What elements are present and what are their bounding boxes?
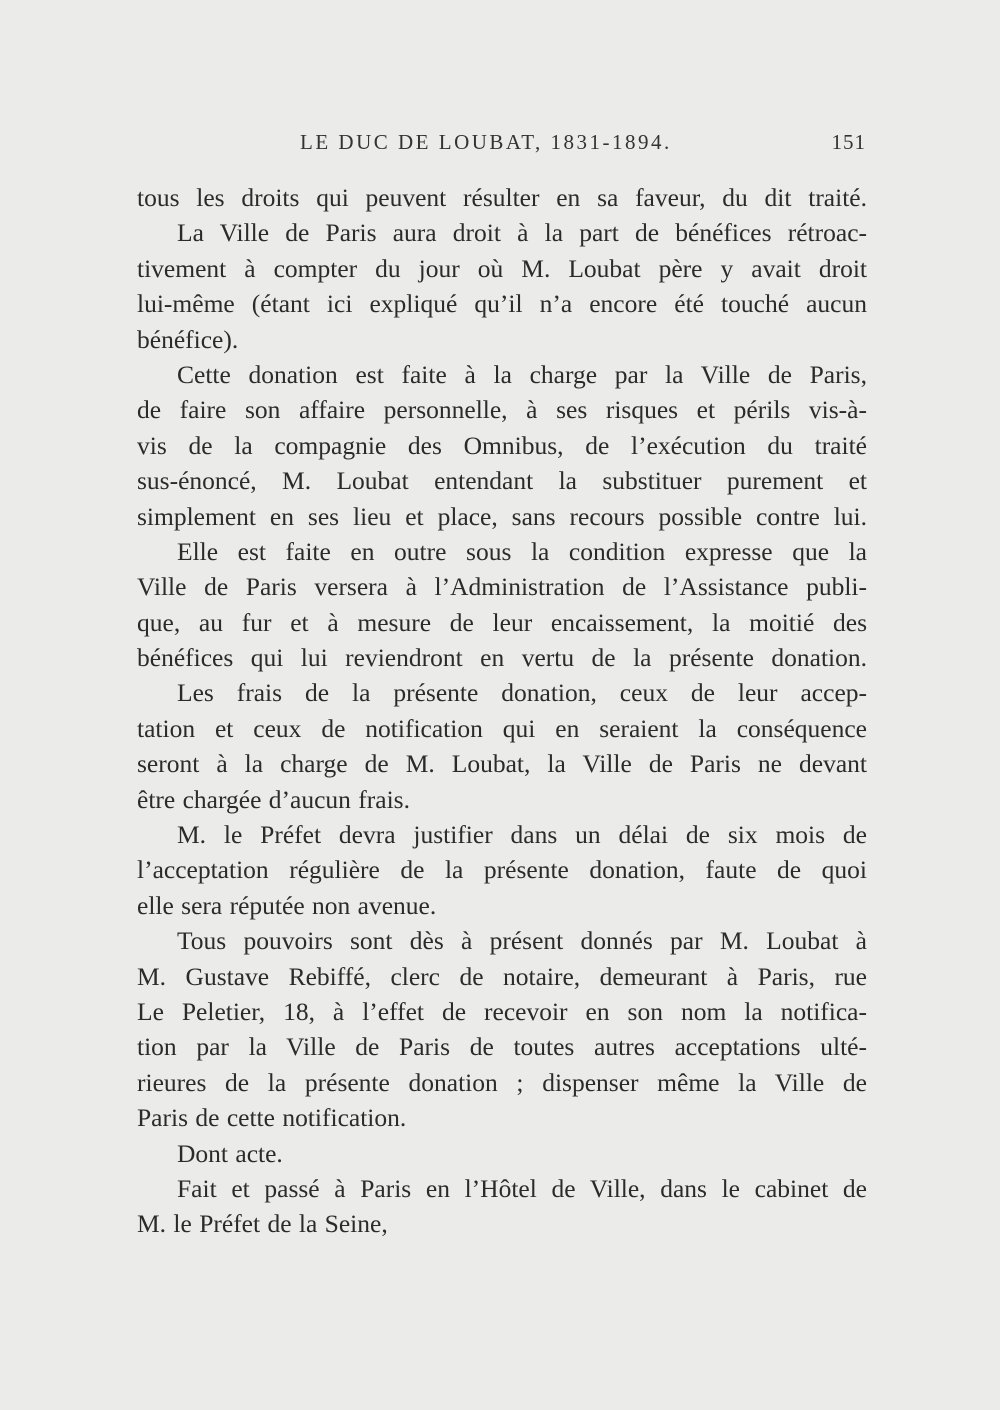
running-head xyxy=(300,130,866,160)
text-line: Ville de Paris versera à l’Administration de l’Assistance publi- xyxy=(137,572,867,602)
text-line: M. le Préfet devra justifier dans un délai de six mois de xyxy=(177,820,867,850)
text-line: l’acceptation régulière de la présente donation, faute de quoi xyxy=(137,855,867,885)
text-line: M. Gustave Rebiffé, clerc de notaire, demeurant à Paris, rue xyxy=(137,961,867,991)
text-line: tous les droits qui peuvent résulter en sa faveur, du dit traité. xyxy=(137,183,867,212)
text-line: Les frais de la présente donation, ceux de leur accep- xyxy=(177,678,867,708)
text-line: Le Peletier, 18, à l’effet de recevoir en son nom la notifica- xyxy=(137,996,867,1026)
text-line: M. le Préfet de la Seine, xyxy=(137,1209,388,1239)
text-line: bénéfices qui lui reviendront en vertu de la présente donation. xyxy=(137,643,867,673)
body-text xyxy=(137,180,867,1242)
text-line: Dont acte. xyxy=(177,1138,283,1168)
text-line: elle sera réputée non avenue. xyxy=(137,890,437,920)
text-line: Tous pouvoirs sont dès à présent donnés par M. Loubat à xyxy=(177,926,867,956)
page-number: 151 xyxy=(831,130,866,154)
text-line: rieures de la présente donation ; dispenser même la Ville de xyxy=(137,1067,867,1097)
text-line: tion par la Ville de Paris de toutes autres acceptations ulté- xyxy=(137,1032,867,1062)
text-line: bénéfice). xyxy=(137,324,239,354)
text-line: vis de la compagnie des Omnibus, de l’exécution du traité xyxy=(137,430,867,460)
text-line: Fait et passé à Paris en l’Hôtel de Ville, dans le cabinet de xyxy=(177,1173,867,1203)
text-line: seront à la charge de M. Loubat, la Ville de Paris ne devant xyxy=(137,749,867,779)
text-line: Elle est faite en outre sous la condition expresse que la xyxy=(177,536,867,566)
text-line: tation et ceux de notification qui en seraient la conséquence xyxy=(137,713,867,743)
text-line: La Ville de Paris aura droit à la part de bénéfices rétroac- xyxy=(177,218,867,248)
text-line: que, au fur et à mesure de leur encaissement, la moitié des xyxy=(137,607,867,637)
text-line: tivement à compter du jour où M. Loubat père y avait droit xyxy=(137,253,867,283)
text-line: sus-énoncé, M. Loubat entendant la substituer purement et xyxy=(137,466,867,496)
text-line: Cette donation est faite à la charge par la Ville de Paris, xyxy=(177,359,867,389)
text-line: lui-même (étant ici expliqué qu’il n’a encore été touché aucun xyxy=(137,289,867,319)
running-title: LE DUC DE LOUBAT, 1831-1894. xyxy=(300,130,672,154)
text-line: être chargée d’aucun frais. xyxy=(137,784,410,814)
text-line: de faire son affaire personnelle, à ses risques et périls vis-à- xyxy=(137,395,867,425)
text-line: Paris de cette notification. xyxy=(137,1103,407,1133)
text-line: simplement en ses lieu et place, sans recours possible contre lui. xyxy=(137,501,867,531)
